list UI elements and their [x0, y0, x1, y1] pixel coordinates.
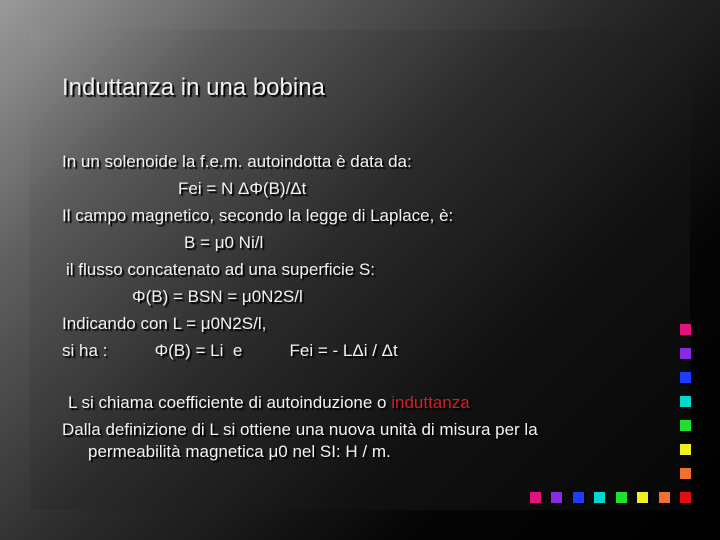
deco-square-cyan-bottom — [594, 492, 605, 503]
deco-square-cyan — [680, 396, 691, 407]
text-line-1: In un solenoide la f.e.m. autoindotta è data da: — [62, 152, 412, 171]
highlight-induttanza: induttanza — [391, 393, 470, 412]
formula-flux: Φ(B) = BSN = μ0N2S/l — [132, 287, 303, 306]
deco-square-orange — [680, 468, 691, 479]
deco-square-green — [680, 420, 691, 431]
deco-square-red — [680, 492, 691, 503]
deco-square-magenta-bottom — [530, 492, 541, 503]
coefficient-text: L si chiama coefficiente di autoinduzione o — [68, 393, 387, 412]
text-line-7: permeabilità magnetica μ0 nel SI: H / m. — [88, 442, 391, 461]
deco-square-violet — [680, 348, 691, 359]
formula-b-field: B = μ0 Ni/l — [184, 233, 264, 252]
text-line-3: il flusso concatenato ad una superficie S: — [66, 260, 376, 279]
deco-square-violet-bottom — [551, 492, 562, 503]
deco-square-green-bottom — [616, 492, 627, 503]
deco-square-magenta — [680, 324, 691, 335]
text-line-5 — [68, 393, 470, 413]
deco-square-orange-bottom — [659, 492, 670, 503]
slide-title: Induttanza in una bobina — [62, 74, 325, 101]
formula-fem: Fei = N ΔΦ(B)/Δt — [178, 179, 307, 198]
deco-square-yellow — [680, 444, 691, 455]
text-line-6: Dalla definizione di L si ottiene una nuova unità di misura per la — [62, 420, 538, 439]
deco-square-blue-bottom — [573, 492, 584, 503]
text-line-2: Il campo magnetico, secondo la legge di Laplace, è: — [62, 206, 454, 225]
deco-square-blue — [680, 372, 691, 383]
deco-square-yellow-bottom — [637, 492, 648, 503]
formula-summary: si ha : Φ(B) = Li e Fei = - LΔi / Δt — [62, 341, 398, 360]
text-line-4: Indicando con L = μ0N2S/l, — [62, 314, 267, 333]
